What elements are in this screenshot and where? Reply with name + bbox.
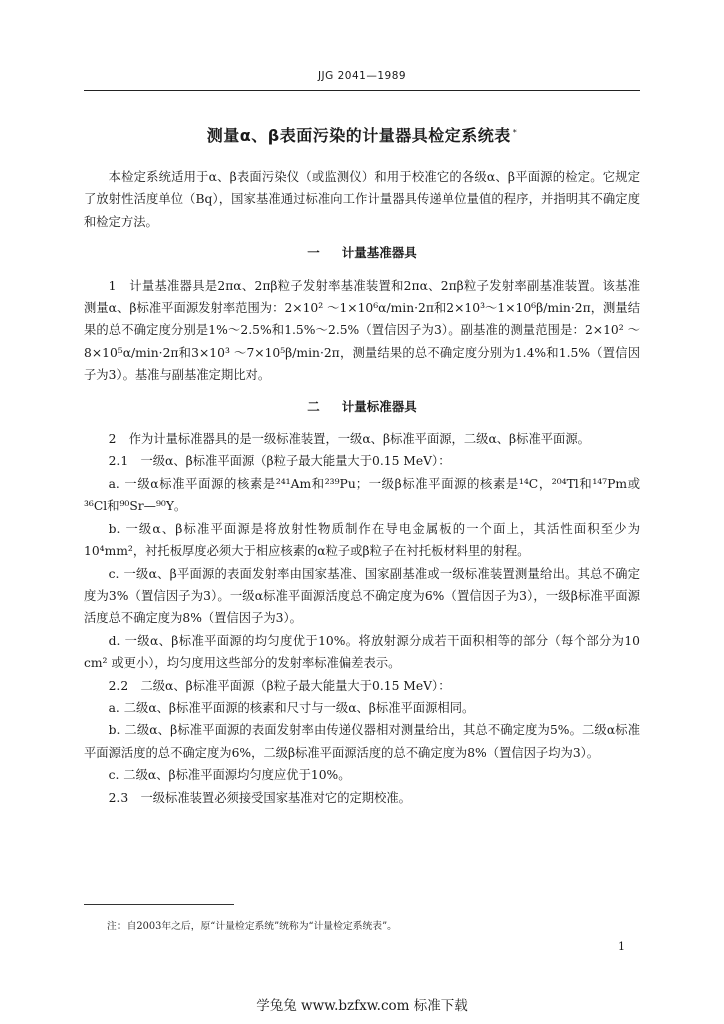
section-2-heading [84, 396, 640, 418]
clause-2-1-c: c. 一级α、β平面源的表面发射率由国家基准、国家副基准或一级标准装置测量给出。其总不确定度为3%（置信因子为3）。一级α标准平面源活度总不确定度为6%（置信因子为3），一级β标准平面源活度总不确定度为8%（置信因子为3）。 [84, 566, 640, 626]
clause-2-3: 2.3 一级标准装置必须接受国家基准对它的定期校准。 [108, 790, 411, 805]
page-number: 1 [618, 940, 625, 953]
clause-2-1: 2.1 一级α、β标准平面源（β粒子最大能量大于0.15 MeV）： [108, 454, 451, 469]
header-divider [84, 90, 640, 91]
clause-2-2-b: b. 二级α、β标准平面源的表面发射率由传递仪器相对测量给出，其总不确定度为5%。二级α标准平面源活度的总不确定度为6%，二级β标准平面源活度的总不确定度为8%（置信因子均为3）。 [84, 723, 640, 760]
standard-code: JJG 2041—1989 [317, 70, 407, 82]
section-2-number: 二 [307, 398, 320, 414]
section-1-title: 计量基准器具 [341, 245, 417, 261]
title-text: 测量α、β表面污染的计量器具检定系统表 [206, 126, 511, 145]
site-footer: 学兔兔 www.bzfxw.com 标准下载 [256, 998, 468, 1014]
page-title [0, 123, 724, 146]
clause-2-1-a: a. 一级α标准平面源的核素是²⁴¹Am和²³⁹Pu；一级β标准平面源的核素是¹⁴C，²⁰⁴Tl和¹⁴⁷Pm或³⁶Cl和⁹⁰Sr—⁹⁰Y。 [84, 476, 640, 514]
clause-2: 2 作为计量标准器具的是一级标准装置，一级α、β标准平面源，二级α、β标准平面源。 [108, 432, 590, 447]
clause-2-2-c: c. 二级α、β标准平面源均匀度应优于10%。 [108, 768, 351, 783]
intro-paragraph: 本检定系统适用于α、β表面污染仪（或监测仪）和用于校准它的各级α、β平面源的检定。它规定了放射性活度单位（Bq），国家基准通过标准向工作计量器具传递单位量值的程序，并指明其不确定度和检定方法。 [84, 170, 640, 229]
clause-2-1-d: d. 一级α、β标准平面源的均匀度优于10%。将放射源分成若干面积相等的部分（每个部分为10 cm² 或更小），均匀度用这些部分的发射率标准偏差表示。 [84, 633, 640, 671]
clause-2-2-a: a. 二级α、β标准平面源的核素和尺寸与一级α、β标准平面源相同。 [108, 700, 475, 715]
section-2-title: 计量标准器具 [341, 398, 417, 414]
footnote-divider [84, 904, 234, 905]
clause-1: 1 计量基准器具是2πα、2πβ粒子发射率基准装置和2πα、2πβ粒子发射率副基准装置。该基准测量α、β标准平面源发射率范围为：2×10² ～1×10⁶α/min·2π和2×10³～1×10⁶β/min·2π，测量结果的总不确定度分别是1%～2.5%和1.5%～2.5%（置信因子为3）。副基准的测量范围是：2×10² ～8×10⁵α/min·2π和3×10³ ～7×10⁵β/min·2π，测量结果的总不确定度分别为1.4%和1.5%（置信因子为3）。基准与副基准定期比对。 [84, 278, 640, 383]
section-1-number: 一 [307, 245, 320, 261]
clause-2-1-b: b. 一级α、β标准平面源是将放射性物质制作在导电金属板的一个面上，其活性面积至少为10⁴mm²，衬托板厚度必须大于相应核素的α粒子或β粒子在衬托板材料里的射程。 [84, 521, 640, 559]
document-body [84, 166, 640, 809]
title-footnote-marker: * [512, 127, 518, 137]
clause-2-2: 2.2 二级α、β标准平面源（β粒子最大能量大于0.15 MeV）： [108, 678, 451, 693]
section-1-heading [84, 242, 640, 264]
footnote: 注：自2003年之后，原“计量检定系统”统称为“计量检定系统表”。 [107, 921, 397, 932]
